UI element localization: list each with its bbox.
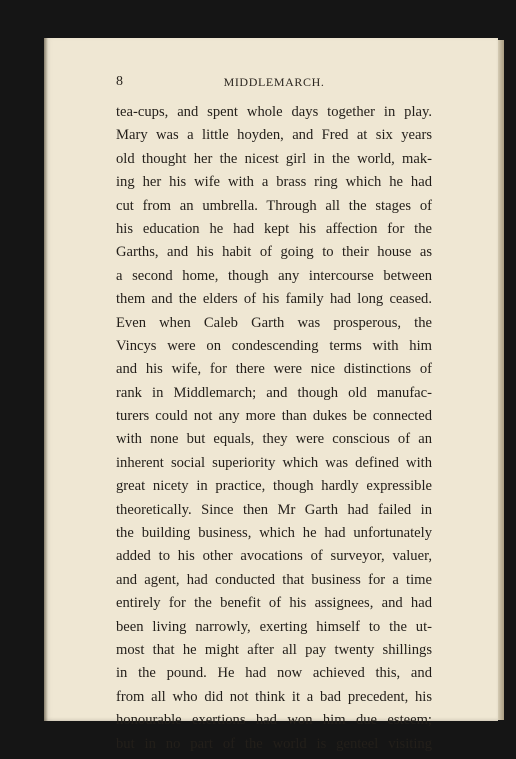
text-line: and his wife, for there were nice distinctions of [116, 361, 432, 378]
text-line: rank in Middlemarch; and though old manufac- [116, 384, 432, 401]
running-title: MIDDLEMARCH. [223, 75, 325, 89]
text-line: most that he might after all pay twenty shillings [116, 641, 432, 658]
text-line: added to his other avocations of surveyor, valuer, [116, 548, 432, 565]
text-line: great nicety in practice, though hardly expressible [116, 478, 432, 495]
text-line: turers could not any more than dukes be connected [116, 408, 432, 425]
running-head [116, 74, 432, 92]
text-line: them and the elders of his family had long ceased. [116, 291, 432, 308]
text-line: been living narrowly, exerting himself to the ut- [116, 618, 432, 635]
text-line: cut from an umbrella. Through all the stages of [116, 197, 432, 214]
text-line: with none but equals, they were conscious of an [116, 431, 432, 448]
page-edge [498, 40, 504, 720]
body-text [116, 101, 432, 756]
spine-shadow [44, 38, 48, 721]
text-line: entirely for the benefit of his assignees, and had [116, 595, 432, 612]
text-line: the building business, which he had unfortunately [116, 525, 432, 542]
text-line: old thought her the nicest girl in the world, mak- [116, 150, 432, 167]
text-line: theoretically. Since then Mr Garth had failed in [116, 501, 432, 518]
text-line: from all who did not think it a bad precedent, his [116, 688, 432, 705]
page-number: 8 [116, 74, 123, 89]
text-line: his education he had kept his affection for the [116, 220, 432, 237]
text-line: honourable exertions had won him due esteem; [116, 712, 432, 729]
text-line: Even when Caleb Garth was prosperous, the [116, 314, 432, 331]
text-line: in the pound. He had now achieved this, and [116, 665, 432, 682]
text-line: Mary was a little hoyden, and Fred at six years [116, 127, 432, 144]
text-line: Garths, and his habit of going to their house as [116, 244, 432, 261]
text-line: ing her his wife with a brass ring which he had [116, 174, 432, 191]
text-line: but in no part of the world is genteel visiting [116, 735, 432, 752]
text-line: Vincys were on condescending terms with him [116, 337, 432, 354]
text-line: a second home, though any intercourse between [116, 267, 432, 284]
text-line: inherent social superiority which was defined with [116, 454, 432, 471]
text-line: tea-cups, and spent whole days together in play. [116, 104, 432, 120]
text-line: and agent, had conducted that business for a time [116, 571, 432, 588]
